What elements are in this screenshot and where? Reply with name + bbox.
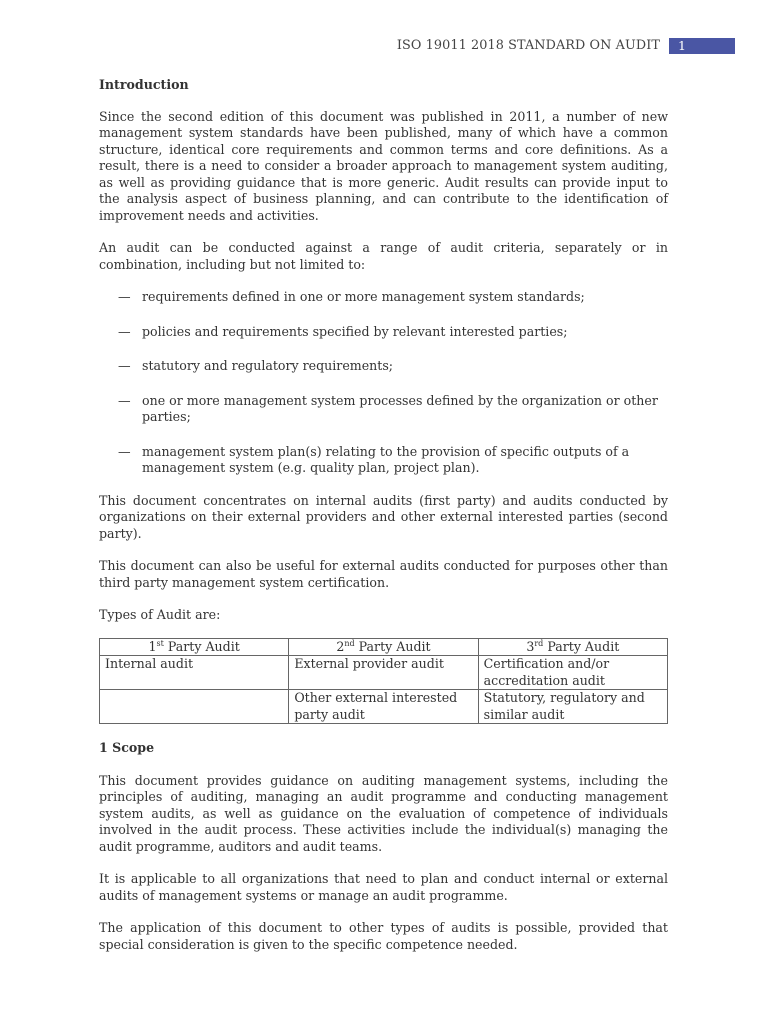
list-item-text: statutory and regulatory requirements; — [142, 358, 394, 373]
dash-bullet-icon: — — [118, 358, 131, 373]
header-title: ISO 19011 2018 STANDARD ON AUDIT — [396, 38, 660, 53]
scope-paragraph: It is applicable to all organizations that need to plan and conduct internal or external audits of management systems or manage an audit programme. — [99, 871, 668, 903]
section-heading-introduction: Introduction — [99, 77, 189, 92]
audit-criteria-list — [99, 289, 668, 477]
list-item — [99, 289, 668, 306]
table-cell: Internal audit — [100, 656, 289, 690]
table-cell: Statutory, regulatory and similar audit — [478, 690, 667, 724]
column-header-first-party: 1st Party Audit — [100, 638, 289, 656]
list-item-text: policies and requirements specified by relevant interested parties; — [142, 323, 568, 339]
intro-paragraph: An audit can be conducted against a range of audit criteria, separately or in combination, including but not limited to: — [99, 240, 668, 272]
audit-types-table — [99, 638, 668, 725]
section-heading-scope: 1 Scope — [99, 740, 155, 755]
table-row — [100, 656, 668, 690]
types-of-audit-label: Types of Audit are: — [99, 607, 221, 622]
dash-bullet-icon: — — [118, 392, 131, 408]
scope-paragraph: This document provides guidance on auditing management systems, including the principles of auditing, managing an audit programme and conducting management system audits, as well as guidance on the evaluation of competence of individuals involved in the audit process. These activities include the individual(s) managing the audit programme, auditors and audit teams. — [99, 772, 668, 854]
table-header-row — [100, 638, 668, 656]
table-cell: External provider audit — [289, 656, 478, 690]
page-number-badge: 1 — [669, 38, 735, 54]
dash-bullet-icon: — — [118, 443, 131, 459]
table-cell: Other external interested party audit — [289, 690, 478, 724]
table-cell: Certification and/or accreditation audit — [478, 656, 667, 690]
list-item-text: requirements defined in one or more management system standards; — [142, 289, 585, 304]
scope-paragraph: The application of this document to other types of audits is possible, provided that special consideration is given to the specific competence needed. — [99, 920, 668, 952]
table-cell — [100, 690, 289, 724]
dash-bullet-icon: — — [118, 323, 131, 339]
intro-paragraph: This document concentrates on internal audits (first party) and audits conducted by organizations on their external providers and other external interested parties (second party). — [99, 492, 668, 541]
intro-paragraph: Since the second edition of this document was published in 2011, a number of new management system standards have been published, many of which have a common structure, identical core requirements and common terms and core definitions. As a result, there is a need to consider a broader approach to management system auditing, as well as providing guidance that is more generic. Audit results can provide input to the analysis aspect of business planning, and can contribute to the identification of improvement needs and activities. — [99, 108, 668, 223]
list-item — [99, 324, 668, 341]
list-item-text: one or more management system processes defined by the organization or other parties; — [142, 392, 658, 424]
list-item — [99, 444, 668, 477]
list-item — [99, 358, 668, 375]
list-item — [99, 393, 668, 426]
intro-paragraph: This document can also be useful for external audits conducted for purposes other than third party management system certification. — [99, 558, 668, 590]
dash-bullet-icon: — — [118, 289, 131, 304]
table-row — [100, 690, 668, 724]
list-item-text: management system plan(s) relating to the provision of specific outputs of a management system (e.g. quality plan, project plan). — [142, 443, 630, 475]
page-header — [0, 37, 768, 55]
document-body — [99, 77, 668, 969]
column-header-third-party: 3rd Party Audit — [478, 638, 667, 656]
column-header-second-party: 2nd Party Audit — [289, 638, 478, 656]
